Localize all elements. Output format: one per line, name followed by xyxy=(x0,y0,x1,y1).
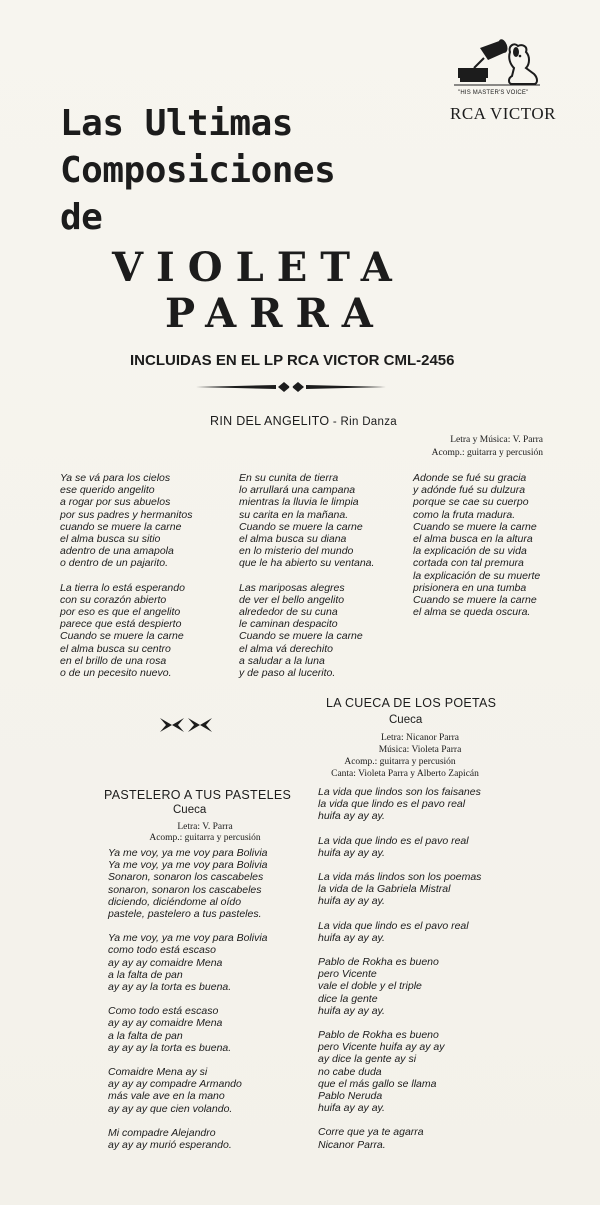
lyric-line: el alma busca en la altura xyxy=(413,533,533,546)
credit-pastelero-lyrics: Letra: V. Parra xyxy=(177,822,233,832)
lyric-line: el alma busca su diana xyxy=(239,533,347,546)
lyric-line: no cabe duda xyxy=(318,1065,382,1078)
stanza xyxy=(318,871,481,908)
lyric-line: prisionera en una tumba xyxy=(413,581,527,594)
lyric-line: pastele, pastelero a tus pasteles. xyxy=(108,908,262,921)
stanza xyxy=(239,582,374,680)
artist-last-name: PARRA xyxy=(165,290,386,337)
lyric-line: pero Vicente xyxy=(318,968,377,981)
stanza xyxy=(108,847,268,920)
lyric-line: su carita en la mañana. xyxy=(239,508,349,521)
lyric-line: ay ay ay la torta es buena. xyxy=(108,1041,232,1054)
lyric-line: En su cunita de tierra xyxy=(239,472,339,484)
lyric-line: de ver el bello angelito xyxy=(239,593,345,606)
lyric-line: sonaron, sonaron los cascabeles xyxy=(108,883,262,896)
lyric-line: con su corazón abierto xyxy=(60,593,167,606)
lyric-line: huifa ay ay ay. xyxy=(318,1102,385,1115)
lyric-line: Ya me voy, ya me voy para Bolivia xyxy=(108,859,268,872)
lyric-line: huifa ay ay ay. xyxy=(318,846,385,859)
lyric-line: a la falta de pan xyxy=(108,968,183,981)
lyric-line: más vale ave en la mano xyxy=(108,1090,225,1103)
lyric-line: a rogar por sus abuelos xyxy=(60,496,171,509)
credit-rin-lyrics-music: Letra y Música: V. Parra xyxy=(450,435,543,445)
song-title-rin-del-angelito xyxy=(210,414,397,428)
lyric-line: Las mariposas alegres xyxy=(239,581,345,594)
lyric-line: que le ha abierto su ventana. xyxy=(239,557,375,570)
lyric-line: a la falta de pan xyxy=(108,1029,183,1042)
lyric-line: ay ay ay comaidre Mena xyxy=(108,956,223,969)
lyric-line: cuando se muere la carne xyxy=(60,520,182,533)
lyric-line: y de paso al lucerito. xyxy=(239,667,336,680)
lyric-line: le caminan despacito xyxy=(239,618,338,631)
stanza xyxy=(108,932,268,993)
lyric-line: como todo está escaso xyxy=(108,944,216,957)
rca-victor-logo xyxy=(448,38,556,126)
lyric-line: vale el doble y el triple xyxy=(318,980,422,993)
lyric-line: alrededor de su cuna xyxy=(239,606,338,619)
lyric-line: la vida de la Gabriela Mistral xyxy=(318,883,451,896)
lyric-line: Adonde se fué su gracia xyxy=(413,472,527,484)
lyric-line: Como todo está escaso xyxy=(108,1005,219,1018)
credit-cueca-lyrics: Letra: Nicanor Parra xyxy=(380,733,460,743)
lyric-line: ese querido angelito xyxy=(60,484,155,497)
title-line-3: de xyxy=(60,197,103,238)
lyric-line: huifa ay ay ay. xyxy=(318,1004,385,1017)
lyric-line: mientras la lluvia le limpia xyxy=(239,496,359,509)
stanza xyxy=(108,1127,268,1151)
stanza xyxy=(318,835,481,859)
credit-pastelero-accompaniment: Acomp.: guitarra y percusión xyxy=(149,833,261,843)
song-title-text: RIN DEL ANGELITO xyxy=(210,414,330,428)
stanza xyxy=(318,1126,481,1150)
pastelero-lyrics xyxy=(108,847,268,1163)
lyric-line: huifa ay ay ay. xyxy=(318,931,385,944)
song-genre-cueca-poetas: Cueca xyxy=(389,714,423,726)
logo-slogan: "HIS MASTER'S VOICE" xyxy=(458,90,529,96)
lyric-line: La vida que lindo es el pavo real xyxy=(318,919,469,932)
stanza xyxy=(60,582,192,680)
lyric-line: Pablo de Rokha es bueno xyxy=(318,956,439,969)
album-title xyxy=(60,100,335,241)
lyric-line: diciendo, diciéndome al oído xyxy=(108,895,242,908)
lyric-line: huifa ay ay ay. xyxy=(318,895,385,908)
cueca-poetas-lyrics xyxy=(318,786,481,1163)
stanza xyxy=(318,920,481,944)
lyric-line: Comaidre Mena ay si xyxy=(108,1066,208,1079)
song-title-pastelero: PASTELERO A TUS PASTELES xyxy=(104,788,292,802)
stanza xyxy=(108,1005,268,1054)
lyric-line: adentro de una amapola xyxy=(60,545,174,558)
stanza xyxy=(318,786,481,823)
lyric-line: La vida que lindo es el pavo real xyxy=(318,834,469,847)
lyric-line: ay ay ay compadre Armando xyxy=(108,1078,242,1091)
credit-cueca-music: Música: Violeta Parra xyxy=(378,745,462,755)
song-title-cueca-poetas: LA CUECA DE LOS POETAS xyxy=(326,696,497,710)
lyric-line: Mi compadre Alejandro xyxy=(108,1126,216,1139)
nipper-gramophone-icon xyxy=(450,38,542,92)
lyric-line: en el brillo de una rosa xyxy=(60,654,167,667)
credit-rin-accompaniment: Acomp.: guitarra y percusión xyxy=(431,448,543,458)
lyric-line: dice la gente xyxy=(318,992,378,1005)
lyric-line: Cuando se muere la carne xyxy=(413,594,537,607)
lyric-line: la vida que lindo es el pavo real xyxy=(318,798,466,811)
credit-cueca-singers: Canta: Violeta Parra y Alberto Zapicán xyxy=(331,769,479,779)
lyric-line: ay ay ay que cien volando. xyxy=(108,1102,233,1115)
lyric-line: Cuando se muere la carne xyxy=(413,520,537,533)
lyric-line: La vida más lindos son los poemas xyxy=(318,871,482,884)
song-genre-pastelero: Cueca xyxy=(173,804,207,816)
lyric-line: La tierra lo está esperando xyxy=(60,581,185,594)
rin-column-2 xyxy=(239,472,374,691)
title-line-1: Las Ultimas xyxy=(60,103,293,144)
lyric-line: porque se cae su cuerpo xyxy=(413,496,529,509)
lyric-line: ay ay ay la torta es buena. xyxy=(108,981,232,994)
lyric-line: La vida que lindos son los faisanes xyxy=(318,786,481,798)
stanza xyxy=(60,472,192,570)
lyric-line: ay dice la gente ay si xyxy=(318,1053,417,1066)
lyric-line: o de un pecesito nuevo. xyxy=(60,667,172,680)
lyric-line: Ya me voy, ya me voy para Bolivia xyxy=(108,932,268,945)
lyric-line: Pablo de Rokha es bueno xyxy=(318,1029,439,1042)
logo-brand: RCA VICTOR xyxy=(450,104,556,123)
lyric-line: Cuando se muere la carne xyxy=(239,630,363,643)
lyric-line: ay ay ay murió esperando. xyxy=(108,1139,232,1152)
lyric-line: como la fruta madura. xyxy=(413,508,516,521)
lyric-line: Cuando se muere la carne xyxy=(60,630,184,643)
lyric-line: Ya me voy, ya me voy para Bolivia xyxy=(108,847,268,859)
stanza xyxy=(239,472,374,570)
lyric-line: la explicación de su muerte xyxy=(413,569,541,582)
lyric-line: Corre que ya te agarra xyxy=(318,1126,424,1139)
lyric-line: el alma se queda oscura. xyxy=(413,606,531,619)
lyric-line: la explicación de su vida xyxy=(413,545,527,558)
lyric-line: el alma vá derechito xyxy=(239,642,333,655)
credit-cueca-accompaniment: Acomp.: guitarra y percusión xyxy=(344,757,456,767)
lyric-line: por sus padres y hermanitos xyxy=(60,508,193,521)
lyric-line: pero Vicente huifa ay ay ay xyxy=(318,1041,445,1054)
lyric-line: en lo misterio del mundo xyxy=(239,545,354,558)
lyric-line: por eso es que el angelito xyxy=(60,606,181,619)
lyric-line: a saludar a la luna xyxy=(239,654,325,667)
lyric-line: el alma busca su sitio xyxy=(60,533,161,546)
lyric-line: Nicanor Parra. xyxy=(318,1138,386,1151)
lyric-line: lo arrullará una campana xyxy=(239,484,356,497)
decorative-xx-ornament-icon xyxy=(158,716,214,734)
lyric-line: Pablo Neruda xyxy=(318,1090,383,1103)
stanza xyxy=(318,1029,481,1114)
lyric-line: o dentro de un pajarito. xyxy=(60,557,168,570)
song-genre-text: - Rin Danza xyxy=(329,416,397,428)
lyric-line: parece que está despierto xyxy=(60,618,182,631)
artist-first-name: VIOLETA xyxy=(112,244,405,291)
lyric-line: que el más gallo se llama xyxy=(318,1077,437,1090)
lyric-line: huifa ay ay ay. xyxy=(318,810,385,823)
lyric-line: Sonaron, sonaron los cascabeles xyxy=(108,871,264,884)
album-subtitle: INCLUIDAS EN EL LP RCA VICTOR CML-2456 xyxy=(130,352,455,369)
lyric-line: Ya se vá para los cielos xyxy=(60,472,171,484)
lyric-line: ay ay ay comaidre Mena xyxy=(108,1017,223,1030)
stanza xyxy=(108,1066,268,1115)
rin-column-1 xyxy=(60,472,192,691)
rin-column-3 xyxy=(413,472,540,630)
lyric-line: y adónde fué su dulzura xyxy=(413,484,526,497)
title-line-2: Composiciones xyxy=(60,150,336,191)
ornament-divider-icon xyxy=(196,380,386,394)
lyric-line: el alma busca su centro xyxy=(60,642,171,655)
lyric-line: Cuando se muere la carne xyxy=(239,520,363,533)
stanza xyxy=(413,472,540,618)
lyric-line: cortada con tal premura xyxy=(413,557,524,570)
stanza xyxy=(318,956,481,1017)
